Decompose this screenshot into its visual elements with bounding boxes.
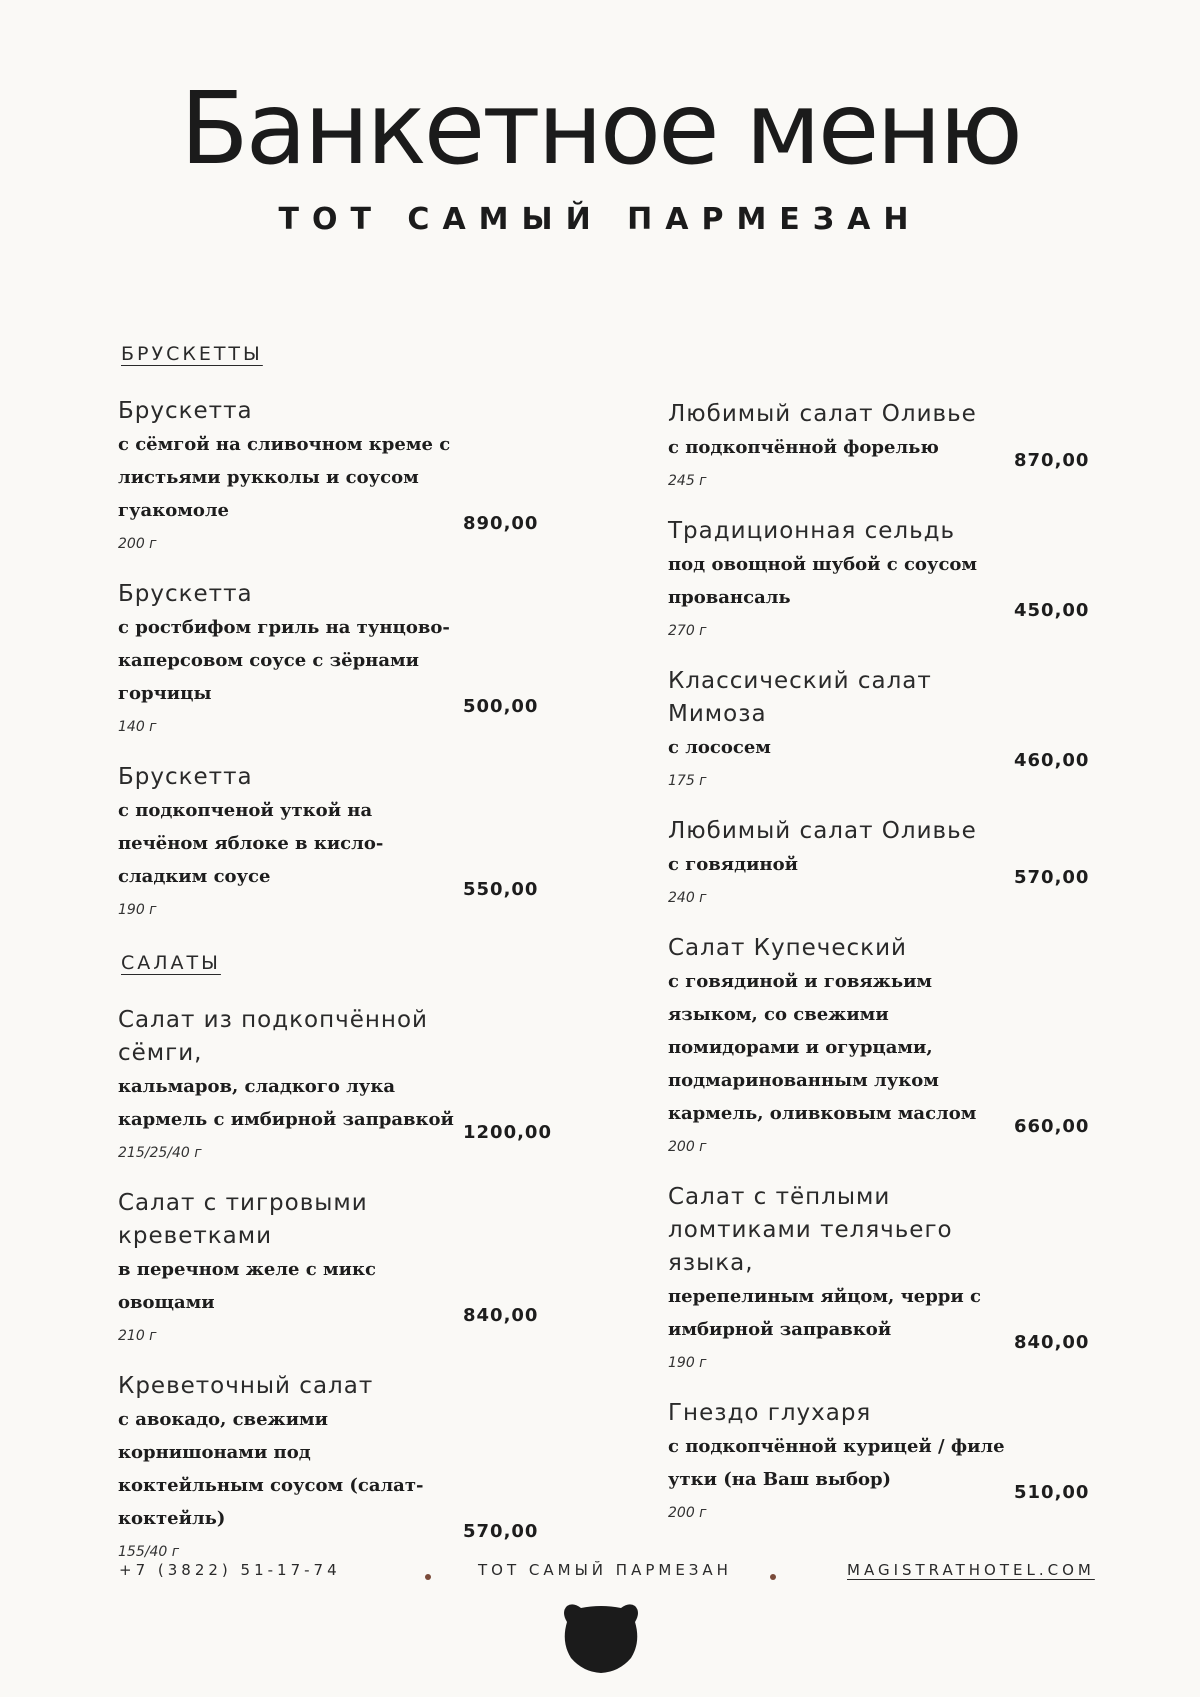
item-weight: 190 г [118,902,157,918]
menu-item [668,665,1118,793]
item-price: 660,00 [1014,1116,1090,1137]
footer-separator-dot [770,1574,776,1580]
item-description: с авокадо, свежими корнишонами под коктейльным соусом (салат-коктейль) [118,1409,424,1529]
menu-item [668,1181,1118,1375]
item-price: 550,00 [463,879,539,900]
item-description: с говядиной [668,854,798,875]
item-weight: 140 г [118,719,157,735]
item-price: 840,00 [1014,1332,1090,1353]
item-description: перепелиным яйцом, черри с имбирной заправкой [668,1286,981,1340]
item-price: 510,00 [1014,1482,1090,1503]
restaurant-subtitle: ТОТ САМЫЙ ПАРМЕЗАН [278,202,922,237]
item-name: Гнездо глухаря [668,1400,872,1426]
item-description: с говядиной и говяжьим языком, со свежими помидорами и огурцами, подмаринованным луком кармель, оливковым маслом [668,971,977,1124]
item-weight: 200 г [118,536,157,552]
item-name: Брускетта [118,764,253,790]
item-description: кальмаров, сладкого лука кармель с имбирной заправкой [118,1076,454,1130]
item-name: Любимый салат Оливье [668,401,977,427]
menu-item [668,1397,1118,1525]
menu-item [668,398,1118,493]
item-weight: 200 г [668,1505,707,1521]
item-price: 460,00 [1014,750,1090,771]
item-price: 570,00 [1014,867,1090,888]
item-name: Любимый салат Оливье [668,818,977,844]
item-description: с подкопченой уткой на печёном яблоке в кисло-сладким соусе [118,800,384,887]
menu-item [118,761,568,922]
item-name: Салат с тигровыми креветками [118,1190,368,1249]
item-description: с лососем [668,737,771,758]
section-title-salads: САЛАТЫ [121,952,221,974]
menu-item [118,1004,568,1165]
item-description: с подкопчённой форелью [668,437,939,458]
footer-separator-dot [425,1574,431,1580]
menu-column-right [668,398,1200,1547]
menu-item [118,1187,568,1348]
footer-restaurant-name: ТОТ САМЫЙ ПАРМЕЗАН [478,1561,732,1579]
item-description: с ростбифом гриль на тунцово-каперсовом соусе с зёрнами горчицы [118,617,450,704]
item-name: Традиционная сельдь [668,518,956,544]
item-description: в перечном желе с микс овощами [118,1259,376,1313]
item-weight: 245 г [668,473,707,489]
item-weight: 270 г [668,623,707,639]
item-weight: 210 г [118,1328,157,1344]
page-title: Банкетное меню [180,70,1020,187]
menu-item [668,815,1118,910]
item-price: 450,00 [1014,600,1090,621]
item-weight: 240 г [668,890,707,906]
item-name: Салат Купеческий [668,935,907,961]
menu-item [118,395,568,556]
section-title-bruschetta: БРУСКЕТТЫ [121,343,263,365]
menu-item [668,515,1118,643]
item-weight: 200 г [668,1139,707,1155]
item-price: 500,00 [463,696,539,717]
item-description: с подкопчённой курицей / филе утки (на Ваш выбор) [668,1436,1005,1490]
menu-item [118,1370,568,1564]
item-price: 1200,00 [463,1122,552,1143]
bear-head-icon [561,1602,641,1674]
item-description: с сёмгой на сливочном креме с листьями рукколы и соусом гуакомоле [118,434,451,521]
item-description: под овощной шубой с соусом провансаль [668,554,978,608]
item-weight: 155/40 г [118,1544,180,1560]
menu-item [118,578,568,739]
item-price: 870,00 [1014,450,1090,471]
item-name: Классический салат Мимоза [668,668,932,727]
item-name: Креветочный салат [118,1373,374,1399]
item-price: 570,00 [463,1521,539,1542]
footer [0,1561,1200,1591]
item-name: Салат с тёплыми ломтиками телячьего языка, [668,1184,953,1276]
menu-item [668,932,1118,1159]
item-weight: 215/25/40 г [118,1145,202,1161]
footer-phone[interactable]: +7 (3822) 51-17-74 [119,1561,341,1579]
item-price: 840,00 [463,1305,539,1326]
item-name: Салат из подкопчённой сёмги, [118,1007,428,1066]
item-name: Брускетта [118,581,253,607]
item-name: Брускетта [118,398,253,424]
footer-website-link[interactable]: MAGISTRATHOTEL.COM [847,1561,1095,1579]
item-weight: 175 г [668,773,707,789]
item-price: 890,00 [463,513,539,534]
item-weight: 190 г [668,1355,707,1371]
menu-column-left [118,343,668,1586]
